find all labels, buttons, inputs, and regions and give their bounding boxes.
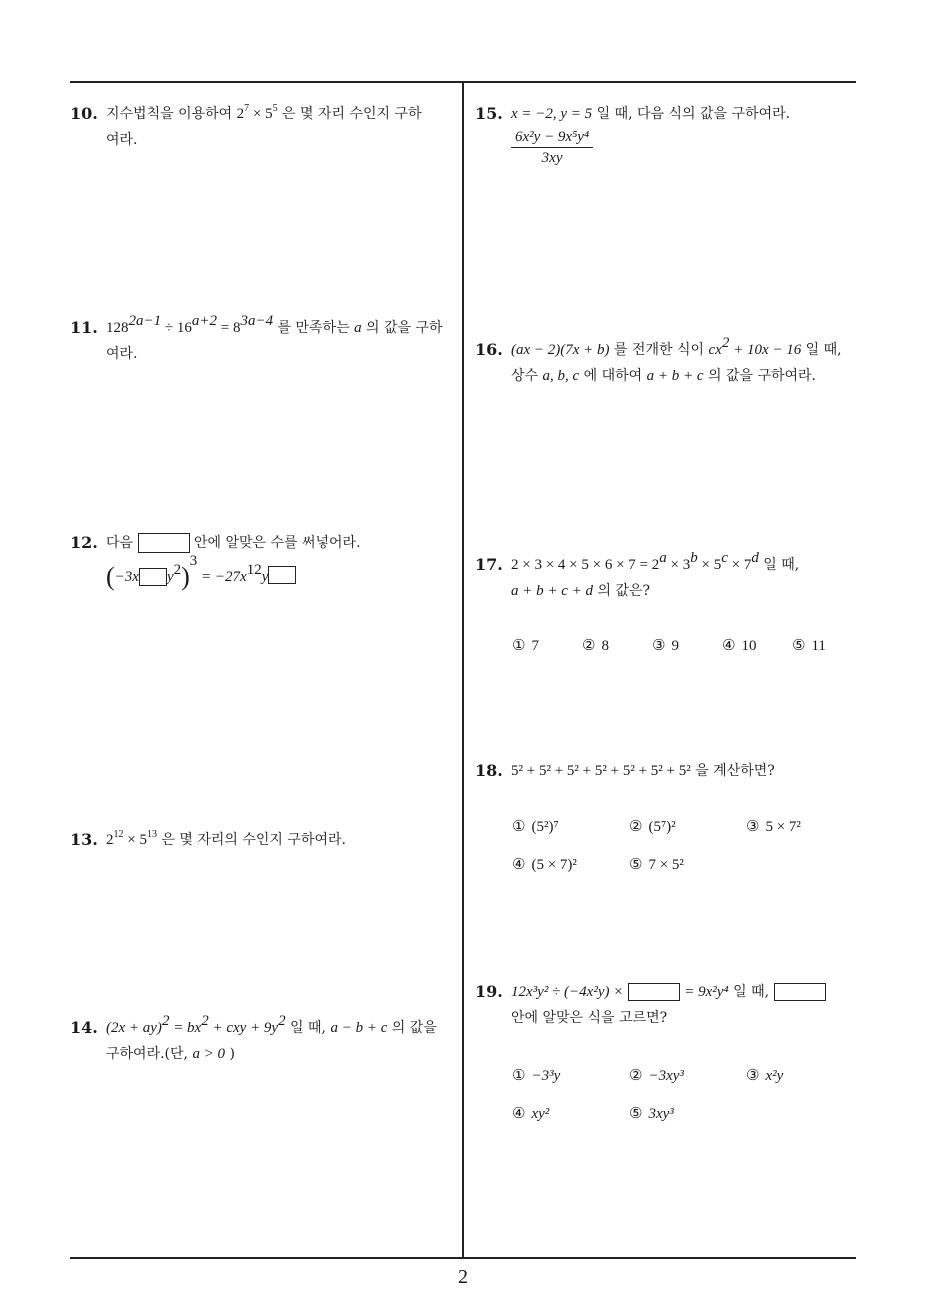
question-number: 18. bbox=[475, 761, 503, 780]
bottom-rule bbox=[70, 1257, 856, 1259]
question-11: 11. $128^{2a-1} \div 16^{a+2} = 8^{3a-4}$ 를 만족하는 a 의 값을 구하 여라. bbox=[70, 313, 443, 362]
question-number: 11. bbox=[70, 318, 98, 337]
choice-5[interactable]: ⑤ 7 × 5² bbox=[629, 855, 684, 873]
question-16: 16. (ax − 2)(7x + b) 를 전개한 식이 $cx^2 + 10x - 16$ 일 때, 상수 a, b, c 에 대하여 a + b + c 의 값을 구하여라. bbox=[475, 335, 842, 384]
choice-3[interactable]: ③ x²y bbox=[746, 1066, 784, 1084]
choice-2[interactable]: ② 8 bbox=[582, 636, 609, 654]
question-number: 19. bbox=[475, 982, 503, 1001]
question-number: 12. bbox=[70, 533, 98, 552]
choice-1[interactable]: ① (5²)⁷ bbox=[512, 817, 559, 835]
question-number: 17. bbox=[475, 555, 503, 574]
choice-3[interactable]: ③ 5 × 7² bbox=[746, 817, 801, 835]
choice-3[interactable]: ③ 9 bbox=[652, 636, 679, 654]
fraction: $\frac{\text{6x²y − 9x⁵y⁴}}{3xy}$ bbox=[511, 127, 593, 168]
question-13: 13. $2^{12} \times 5^{13}$ 은 몇 자리의 수인지 구하여라. bbox=[70, 827, 460, 853]
choice-5[interactable]: ⑤ 3xy³ bbox=[629, 1104, 674, 1122]
question-17: 17. $2 \times 3 \times 4 \times 5 \times 6 \times 7 = 2^a \times 3^b \times 5^c \times 7^d$ 일 때, a + b + c + d 의 값은? bbox=[475, 550, 800, 599]
answer-blank[interactable] bbox=[138, 533, 190, 553]
question-18: 18. 5² + 5² + 5² + 5² + 5² + 5² + 5² 을 계산하면? bbox=[475, 758, 865, 784]
question-10: 10. 지수법칙을 이용하여 $2^7 \times 5^5$ 은 몇 자리 수인지 구하 여라. bbox=[70, 103, 422, 148]
column-divider bbox=[462, 83, 464, 1258]
choice-1[interactable]: ① 7 bbox=[512, 636, 539, 654]
choice-4[interactable]: ④ (5 × 7)² bbox=[512, 855, 577, 873]
question-number: 13. bbox=[70, 830, 98, 849]
question-15: 15. x = −2, y = 5 일 때, 다음 식의 값을 구하여라. $\frac{\text{6x²y − 9x⁵y⁴}}{3xy}$ bbox=[475, 101, 865, 168]
question-19: 19. 12x³y² ÷ (−4x²y) × = 9x²y⁴ 일 때, 안에 알맞은 식을 고르면? bbox=[475, 979, 865, 1031]
question-12: 12. 다음 안에 알맞은 수를 써넣어라. (−3x $y^2)^3 = -27x^{12}y$ bbox=[70, 530, 460, 592]
choice-1[interactable]: ① −3³y bbox=[512, 1066, 561, 1084]
choice-4[interactable]: ④ xy² bbox=[512, 1104, 550, 1122]
question-number: 14. bbox=[70, 1018, 98, 1037]
question-14: 14. $(2x + ay)^2 = bx^2$ + cxy + $9y^2$ 일 때, a − b + c 의 값을 구하여라.(단, a > 0 ) bbox=[70, 1013, 437, 1062]
question-text: 지수법칙을 이용하여 bbox=[106, 106, 233, 122]
choice-5[interactable]: ⑤ 11 bbox=[792, 636, 826, 654]
question-number: 16. bbox=[475, 340, 503, 359]
answer-blank[interactable] bbox=[139, 568, 167, 586]
choice-4[interactable]: ④ 10 bbox=[722, 636, 757, 654]
question-number: 10. bbox=[70, 104, 98, 123]
answer-blank[interactable] bbox=[774, 983, 826, 1001]
choice-2[interactable]: ② −3xy³ bbox=[629, 1066, 684, 1084]
answer-blank[interactable] bbox=[268, 566, 296, 584]
page-number: 2 bbox=[458, 1266, 468, 1288]
question-number: 15. bbox=[475, 104, 503, 123]
choice-2[interactable]: ② (5⁷)² bbox=[629, 817, 676, 835]
answer-blank[interactable] bbox=[628, 983, 680, 1001]
